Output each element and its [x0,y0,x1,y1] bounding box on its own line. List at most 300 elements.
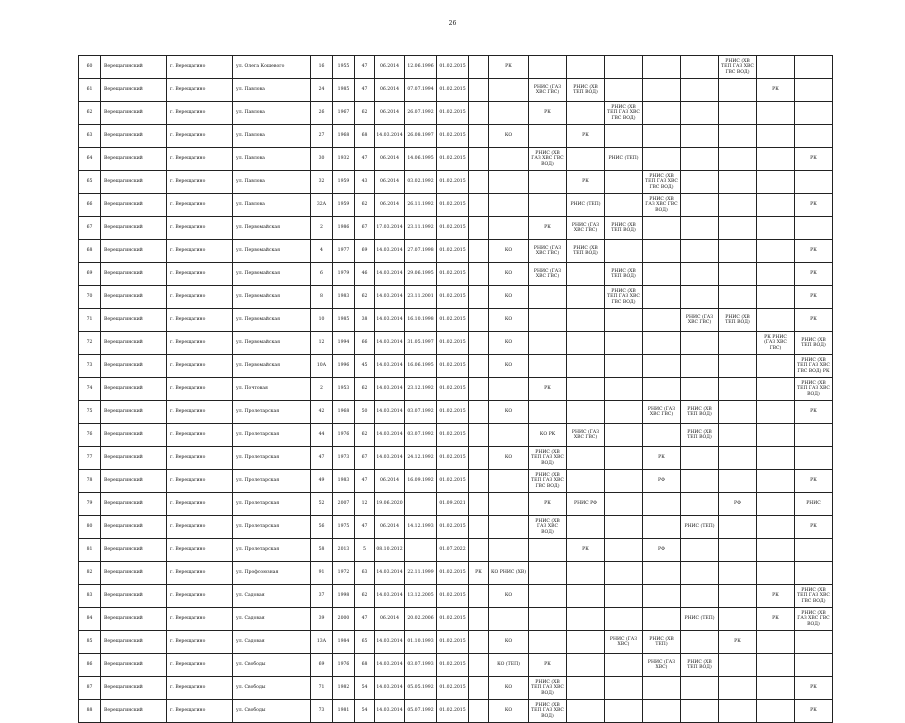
street-cell: ул. Пролетарская [233,401,311,424]
work-cell: РК [795,240,833,263]
work-cell [681,378,719,401]
city-cell: г. Верещагино [167,677,233,700]
work-cell [719,585,757,608]
work-cell: КО [489,585,529,608]
table-row [79,608,833,631]
house-number-cell: 10А [311,355,333,378]
work-cell [567,355,605,378]
work-cell [567,562,605,585]
work-cell: РНИС (ХВ ТЕП ВОД) [681,424,719,447]
date-cell: 06.2014 [375,79,405,102]
work-cell: КО [489,700,529,723]
work-cell: КО (ТЕП) [489,654,529,677]
work-cell [681,217,719,240]
work-cell [757,148,795,171]
work-cell: РК [795,263,833,286]
work-cell [469,355,489,378]
date-cell: 26.11.1992 [405,194,437,217]
work-cell [719,424,757,447]
work-cell: РНИС (ХВ ТЕП ГАЗ ХВС ВОД) [529,447,567,470]
work-cell [605,240,643,263]
year-built-cell: 1968 [333,401,355,424]
row-number: 86 [79,654,101,677]
work-cell [469,539,489,562]
work-cell [605,470,643,493]
year-built-cell: 2013 [333,539,355,562]
work-cell: РНИС (ХВ ТЕП ВОД) [681,401,719,424]
work-cell [469,217,489,240]
work-cell [643,378,681,401]
table-row [79,309,833,332]
work-cell: РНИС (ТЕП) [567,194,605,217]
work-cell [757,654,795,677]
work-cell: РНИС (ХВ ТЕП) [643,631,681,654]
district-cell: Верещагинский [101,539,167,562]
date-cell: 14.03.2014 [375,240,405,263]
date-cell: 22.11.1999 [405,562,437,585]
work-cell [719,654,757,677]
year-built-cell: 1998 [333,585,355,608]
row-number: 76 [79,424,101,447]
work-cell [529,631,567,654]
street-cell: ул. Павлова [233,148,311,171]
row-number: 65 [79,171,101,194]
house-number-cell: 49 [311,470,333,493]
house-number-cell: 26 [311,102,333,125]
row-number: 87 [79,677,101,700]
date-cell: 16.09.1992 [405,470,437,493]
apartments-cell: 47 [355,470,375,493]
work-cell: РК [757,585,795,608]
date-cell: 01.02.2015 [437,677,469,700]
work-cell: РК [795,677,833,700]
date-cell: 12.06.1996 [405,56,437,79]
apartments-cell: 66 [355,332,375,355]
district-cell: Верещагинский [101,493,167,516]
work-cell [643,585,681,608]
work-cell [643,424,681,447]
work-cell: РНИС (ТЕП) [681,516,719,539]
work-cell [469,493,489,516]
work-cell [567,401,605,424]
table-row [79,148,833,171]
date-cell: 01.02.2015 [437,654,469,677]
work-cell [795,102,833,125]
work-cell [469,332,489,355]
date-cell: 01.02.2015 [437,171,469,194]
city-cell: г. Верещагино [167,355,233,378]
work-cell [719,79,757,102]
work-cell: РНИС (ХВ ТЕП ВОД) [719,309,757,332]
row-number: 80 [79,516,101,539]
work-cell: РНИС (ХВ ТЕП ВОД) [567,79,605,102]
street-cell: ул. Первомайская [233,286,311,309]
date-cell: 14.12.1993 [405,516,437,539]
date-cell: 19.06.2020 [375,493,405,516]
work-cell [719,148,757,171]
work-cell [567,56,605,79]
house-number-cell: 6 [311,263,333,286]
work-cell [605,79,643,102]
table-row [79,539,833,562]
work-cell [719,401,757,424]
work-cell [469,378,489,401]
date-cell: 14.03.2014 [375,677,405,700]
work-cell: РНИС (ХВ ТЕП ВОД) [681,654,719,677]
work-cell [567,470,605,493]
date-cell: 14.03.2014 [375,447,405,470]
work-cell: КО РК [529,424,567,447]
work-cell [757,470,795,493]
work-cell [757,447,795,470]
work-cell [795,631,833,654]
row-number: 85 [79,631,101,654]
work-cell [719,332,757,355]
work-cell: РНИС (ТЕП) [681,608,719,631]
apartments-cell: 67 [355,217,375,240]
work-cell: РНИС (ГАЗ ХВС ГВС) [567,424,605,447]
work-cell [795,125,833,148]
work-cell [529,56,567,79]
date-cell: 14.06.1995 [405,148,437,171]
street-cell: ул. Первомайская [233,240,311,263]
work-cell [469,608,489,631]
district-cell: Верещагинский [101,470,167,493]
work-cell: РК [567,125,605,148]
city-cell: г. Верещагино [167,217,233,240]
work-cell: РК [795,516,833,539]
work-cell [643,286,681,309]
city-cell: г. Верещагино [167,447,233,470]
work-cell [681,470,719,493]
year-built-cell: 1983 [333,470,355,493]
work-cell: КО [489,240,529,263]
street-cell: ул. Павлова [233,125,311,148]
street-cell: ул. Пролетарская [233,470,311,493]
district-cell: Верещагинский [101,194,167,217]
date-cell: 03.07.1992 [405,401,437,424]
work-cell: РНИС (ГАЗ ХВС ГВС) [567,217,605,240]
date-cell: 14.03.2014 [375,125,405,148]
work-cell [529,355,567,378]
work-cell [529,309,567,332]
apartments-cell: 62 [355,585,375,608]
work-cell [795,171,833,194]
work-cell [605,309,643,332]
work-cell [489,516,529,539]
work-cell: РК [795,401,833,424]
district-cell: Верещагинский [101,217,167,240]
work-cell: РНИС (ХВ ТЕП ГАЗ ХВС ГВС ВОД) [605,102,643,125]
work-cell [567,677,605,700]
date-cell: 01.02.2015 [437,148,469,171]
year-built-cell: 2007 [333,493,355,516]
work-cell [643,516,681,539]
work-cell [643,677,681,700]
date-cell: 01.02.2015 [437,355,469,378]
date-cell: 01.02.2015 [437,56,469,79]
work-cell [757,263,795,286]
table-row [79,125,833,148]
date-cell: 01.02.2015 [437,424,469,447]
table-row [79,217,833,240]
district-cell: Верещагинский [101,424,167,447]
work-cell [795,562,833,585]
row-number: 78 [79,470,101,493]
city-cell: г. Верещагино [167,171,233,194]
date-cell: 01.02.2015 [437,217,469,240]
apartments-cell: 65 [355,631,375,654]
work-cell [757,631,795,654]
date-cell: 07.07.1994 [405,79,437,102]
work-cell: РНИС (ХВ ГАЗ ХВС ГВС ВОД) [643,194,681,217]
table-row [79,240,833,263]
date-cell: 01.02.2015 [437,125,469,148]
row-number: 88 [79,700,101,723]
work-cell: РНИС (ГАЗ ХВС ГВС) [643,401,681,424]
work-cell [567,516,605,539]
work-cell [757,355,795,378]
work-cell [643,240,681,263]
work-cell [469,286,489,309]
date-cell: 20.02.2006 [405,608,437,631]
work-cell [567,332,605,355]
work-cell: РК [643,447,681,470]
date-cell: 06.2014 [375,194,405,217]
date-cell: 01.02.2015 [437,700,469,723]
work-cell: РК [469,562,489,585]
date-cell: 01.02.2015 [437,263,469,286]
row-number: 75 [79,401,101,424]
table-row [79,194,833,217]
date-cell: 01.02.2015 [437,631,469,654]
year-built-cell: 1976 [333,424,355,447]
work-cell: КО [489,677,529,700]
date-cell: 14.03.2014 [375,286,405,309]
street-cell: ул. Садовая [233,585,311,608]
work-cell: РК [489,56,529,79]
year-built-cell: 1977 [333,240,355,263]
row-number: 81 [79,539,101,562]
district-cell: Верещагинский [101,654,167,677]
house-number-cell: 56 [311,516,333,539]
date-cell: 24.12.1992 [405,447,437,470]
district-cell: Верещагинский [101,585,167,608]
date-cell: 14.03.2014 [375,424,405,447]
date-cell: 27.07.1998 [405,240,437,263]
date-cell: 26.07.1992 [405,102,437,125]
district-cell: Верещагинский [101,562,167,585]
district-cell: Верещагинский [101,401,167,424]
date-cell: 14.03.2014 [375,332,405,355]
work-cell [643,148,681,171]
work-cell [757,424,795,447]
work-cell [719,378,757,401]
date-cell: 01.02.2015 [437,585,469,608]
street-cell: ул. Пролетарская [233,539,311,562]
work-cell [605,424,643,447]
table-row [79,447,833,470]
district-cell: Верещагинский [101,378,167,401]
work-cell [567,700,605,723]
date-cell: 01.02.2015 [437,608,469,631]
work-cell [757,125,795,148]
work-cell [643,355,681,378]
work-cell [681,631,719,654]
work-cell [681,102,719,125]
table-row [79,332,833,355]
work-cell: РК [795,470,833,493]
work-cell [757,286,795,309]
work-cell [567,263,605,286]
date-cell: 01.02.2015 [437,102,469,125]
work-cell [605,171,643,194]
house-number-cell: 2 [311,378,333,401]
work-cell [469,263,489,286]
district-cell: Верещагинский [101,677,167,700]
work-cell [489,493,529,516]
work-cell [643,493,681,516]
work-cell: РНИС (ХВ ТЕП ВОД) [605,263,643,286]
street-cell: ул. Пролетарская [233,447,311,470]
work-cell: РНИС [795,493,833,516]
apartments-cell: 38 [355,309,375,332]
work-cell [757,700,795,723]
row-number: 82 [79,562,101,585]
work-cell [529,286,567,309]
work-cell [567,631,605,654]
work-cell [719,516,757,539]
work-cell [719,171,757,194]
house-number-cell: 10 [311,309,333,332]
row-number: 73 [79,355,101,378]
date-cell: 23.11.2001 [405,286,437,309]
date-cell: 01.02.2015 [437,79,469,102]
work-cell: КО [489,631,529,654]
work-cell [469,470,489,493]
table-row [79,102,833,125]
house-number-cell: 30 [311,148,333,171]
work-cell [605,401,643,424]
work-cell [529,194,567,217]
work-cell: РНИС РФ [567,493,605,516]
year-built-cell: 1953 [333,378,355,401]
district-cell: Верещагинский [101,700,167,723]
district-cell: Верещагинский [101,608,167,631]
work-cell [605,539,643,562]
house-number-cell: 91 [311,562,333,585]
work-cell: РФ [643,539,681,562]
work-cell [529,171,567,194]
work-cell [757,309,795,332]
city-cell: г. Верещагино [167,401,233,424]
house-number-cell: 58 [311,539,333,562]
work-cell [605,493,643,516]
work-cell: КО [489,332,529,355]
work-cell [757,56,795,79]
city-cell: г. Верещагино [167,539,233,562]
row-number: 69 [79,263,101,286]
city-cell: г. Верещагино [167,125,233,148]
house-number-cell: 8 [311,286,333,309]
work-cell [681,171,719,194]
work-cell [719,355,757,378]
date-cell [405,539,437,562]
work-cell: РНИС (ГАЗ ХВС ГВС) [529,79,567,102]
date-cell: 29.06.1995 [405,263,437,286]
date-cell: 06.2014 [375,608,405,631]
work-cell [489,102,529,125]
work-cell: РК РНИС (ГАЗ ХВС ГВС) [757,332,795,355]
work-cell: РК [757,79,795,102]
table-row [79,493,833,516]
district-cell: Верещагинский [101,171,167,194]
table-row [79,355,833,378]
district-cell: Верещагинский [101,631,167,654]
schedule-table [78,55,833,723]
date-cell: 05.05.1992 [405,677,437,700]
work-cell: РК [567,171,605,194]
apartments-cell: 68 [355,125,375,148]
work-cell [567,309,605,332]
date-cell: 14.03.2014 [375,700,405,723]
work-cell [757,677,795,700]
date-cell: 31.05.1997 [405,332,437,355]
date-cell: 14.03.2014 [375,562,405,585]
work-cell [469,171,489,194]
district-cell: Верещагинский [101,125,167,148]
city-cell: г. Верещагино [167,631,233,654]
work-cell: РНИС (ХВ ТЕП ГАЗ ХВС ГВС ВОД) [605,286,643,309]
work-cell: РФ [719,493,757,516]
work-cell [757,171,795,194]
row-number: 66 [79,194,101,217]
street-cell: ул. Олега Кошевого [233,56,311,79]
street-cell: ул. Первомайская [233,332,311,355]
city-cell: г. Верещагино [167,516,233,539]
work-cell [489,194,529,217]
street-cell: ул. Первомайская [233,263,311,286]
apartments-cell: 62 [355,424,375,447]
district-cell: Верещагинский [101,263,167,286]
table-row [79,424,833,447]
work-cell [567,378,605,401]
house-number-cell: 47 [311,447,333,470]
work-cell: РК [567,539,605,562]
street-cell: ул. Первомайская [233,355,311,378]
street-cell: ул. Свободы [233,700,311,723]
city-cell: г. Верещагино [167,562,233,585]
work-cell [605,562,643,585]
apartments-cell: 46 [355,263,375,286]
row-number: 61 [79,79,101,102]
work-cell [605,355,643,378]
date-cell: 03.07.1992 [405,424,437,447]
table-row [79,263,833,286]
date-cell: 01.10.1993 [405,631,437,654]
work-cell: РНИС (ХВ ТЕП ГАЗ ХВС ГВС ВОД) [529,470,567,493]
year-built-cell: 1994 [333,332,355,355]
work-cell: РНИС (ХВ ТЕП ГАЗ ХВС ГВС ВОД) [719,56,757,79]
work-cell [469,585,489,608]
work-cell [795,447,833,470]
house-number-cell: 71 [311,677,333,700]
street-cell: ул. Пролетарская [233,493,311,516]
work-cell [529,332,567,355]
work-cell: РК [795,148,833,171]
work-cell [469,56,489,79]
work-cell: РНИС (ХВ ТЕП ВОД) [567,240,605,263]
